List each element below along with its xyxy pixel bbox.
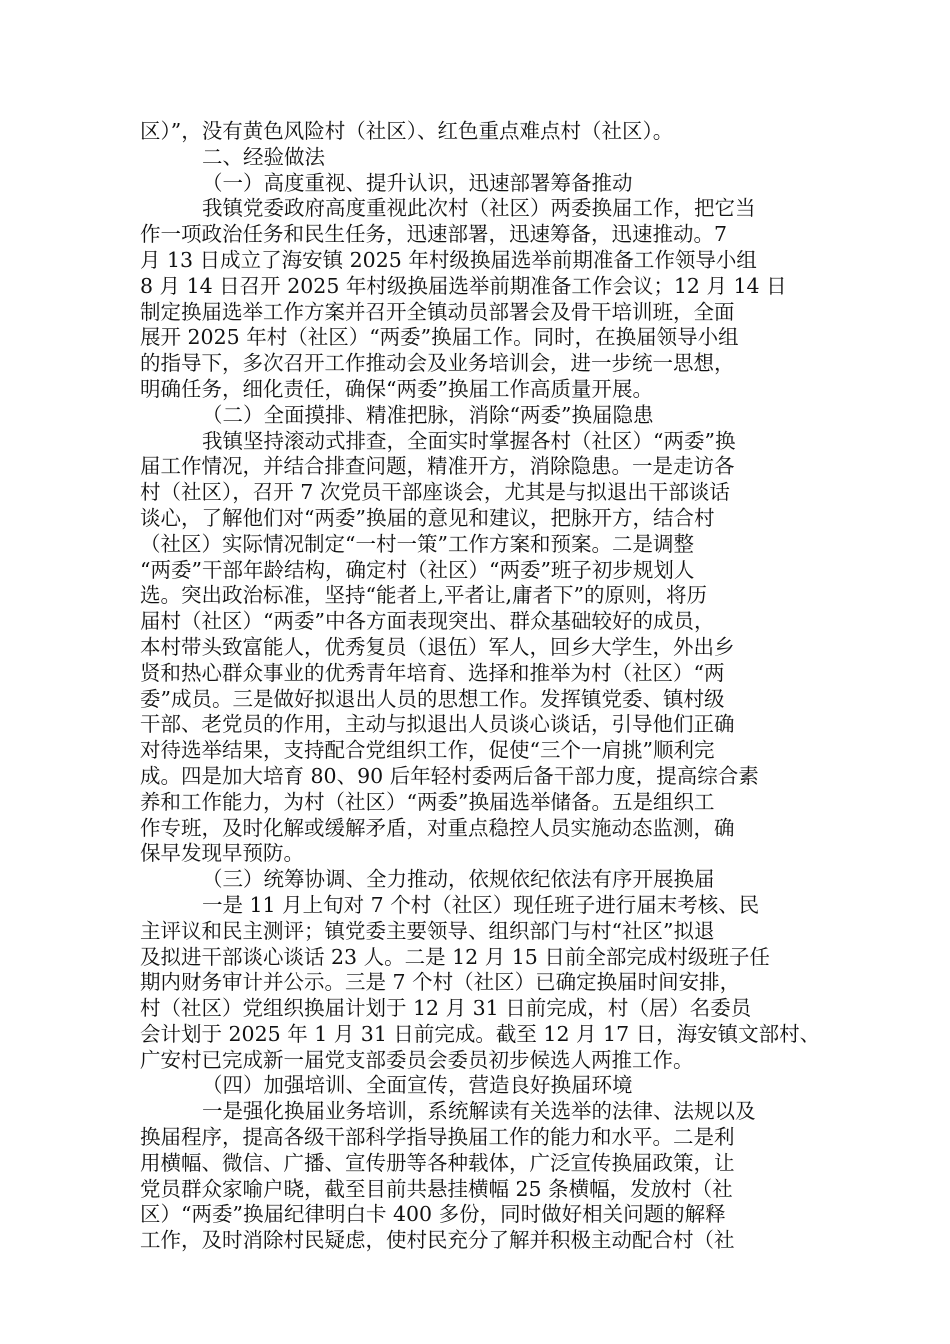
text-line: 期内财务审计并公示。三是 7 个村（社区）已确定换届时间安排， [140,970,741,995]
text-line: 用横幅、微信、广播、宣传册等各种载体，广泛宣传换届政策，让 [140,1150,735,1175]
text-line: 区）“两委”换届纪律明白卡 400 多份，同时做好相关问题的解释 [140,1202,726,1227]
text-line: 展开 2025 年村（社区）“两委”换届工作。同时，在换届领导小组 [140,325,739,350]
text-line: 届工作情况，并结合排查问题，精准开方，消除隐患。一是走访各 [140,454,735,479]
text-line: 区）”，没有黄色风险村（社区）、红色重点难点村（社区）。 [140,119,674,143]
text-line: 及拟进干部谈心谈话 23 人。二是 12 月 15 日前全部完成村级班子任 [140,944,770,969]
text-line: 贤和热心群众事业的优秀青年培育、选择和推举为村（社区）“两 [140,660,725,685]
text-line: （一）高度重视、提升认识，迅速部署筹备推动 [202,170,633,195]
text-line: 作一项政治任务和民生任务，迅速部署，迅速筹备，迅速推动。7 [140,222,728,247]
text-line: 月 13 日成立了海安镇 2025 年村级换届选举前期准备工作领导小组 [140,247,757,272]
text-line: 对待选举结果，支持配合党组织工作，促使“三个一肩挑”顺利完 [140,738,715,763]
text-line: 制定换届选举工作方案并召开全镇动员部署会及骨干培训班，全面 [140,299,735,324]
text-line: （三）统筹协调、全力推动，依规依纪依法有序开展换届 [202,867,715,892]
text-line: “两委”干部年龄结构，确定村（社区）“两委”班子初步规划人 [140,557,695,582]
text-line: 干部、老党员的作用，主动与拟退出人员谈心谈话，引导他们正确 [140,712,735,737]
text-line: （社区）实际情况制定“一村一策”工作方案和预案。二是调整 [140,531,694,556]
text-line: 换届程序，提高各级干部科学指导换届工作的能力和水平。二是利 [140,1125,735,1150]
text-line: （四）加强培训、全面宣传，营造良好换届环境 [202,1073,633,1098]
text-line: 村（社区）党组织换届计划于 12 月 31 日前完成，村（居）名委员 [140,996,752,1021]
text-line: 成。四是加大培育 80、90 后年轻村委两后备干部力度，提高综合素 [140,763,759,788]
text-line: 二、经验做法 [202,144,325,169]
text-line: 养和工作能力，为村（社区）“两委”换届选举储备。五是组织工 [140,789,715,814]
text-line: （二）全面摸排、精准把脉，消除“两委”换届隐患 [202,402,654,427]
text-line: 明确任务，细化责任，确保“两委”换届工作高质量开展。 [140,376,653,401]
text-line: 本村带头致富能人，优秀复员（退伍）军人，回乡大学生，外出乡 [140,634,735,659]
text-line: 我镇坚持滚动式排查，全面实时掌握各村（社区）“两委”换 [202,428,736,453]
text-line: 村（社区），召开 7 次党员干部座谈会，尤其是与拟退出干部谈话 [140,480,730,505]
text-line: 一是强化换届业务培训，系统解读有关选举的法律、法规以及 [202,1099,756,1124]
text-line: 委”成员。三是做好拟退出人员的思想工作。发挥镇党委、镇村级 [140,686,725,711]
document-body [140,119,821,1254]
text-line: 选。突出政治标准，坚持“能者上,平者让,庸者下”的原则，将历 [140,583,707,608]
text-line: 主评议和民主测评；镇党委主要领导、组织部门与村“社区”拟退 [140,918,715,943]
text-line: 党员群众家喻户晓，截至目前共悬挂横幅 25 条横幅，发放村（社 [140,1176,733,1201]
text-line: 工作，及时消除村民疑虑，使村民充分了解并积极主动配合村（社 [140,1228,735,1253]
text-line: 的指导下，多次召开工作推动会及业务培训会，进一步统一思想， [140,351,735,376]
text-line: 广安村已完成新一届党支部委员会委员初步候选人两推工作。 [140,1047,694,1072]
text-line: 保早发现早预防。 [140,841,304,866]
text-line: 我镇党委政府高度重视此次村（社区）两委换届工作，把它当 [202,196,756,221]
text-line: 作专班，及时化解或缓解矛盾，对重点稳控人员实施动态监测，确 [140,815,735,840]
text-line: 一是 11 月上旬对 7 个村（社区）现任班子进行届末考核、民 [202,892,760,917]
text-line: 届村（社区）“两委”中各方面表现突出、群众基础较好的成员， [140,609,715,634]
text-line: 谈心，了解他们对“两委”换届的意见和建议，把脉开方，结合村 [140,505,715,530]
text-line: 8 月 14 日召开 2025 年村级换届选举前期准备工作会议；12 月 14 日 [140,273,787,298]
text-line: 会计划于 2025 年 1 月 31 日前完成。截至 12 月 17 日，海安镇文部村、 [140,1021,821,1046]
